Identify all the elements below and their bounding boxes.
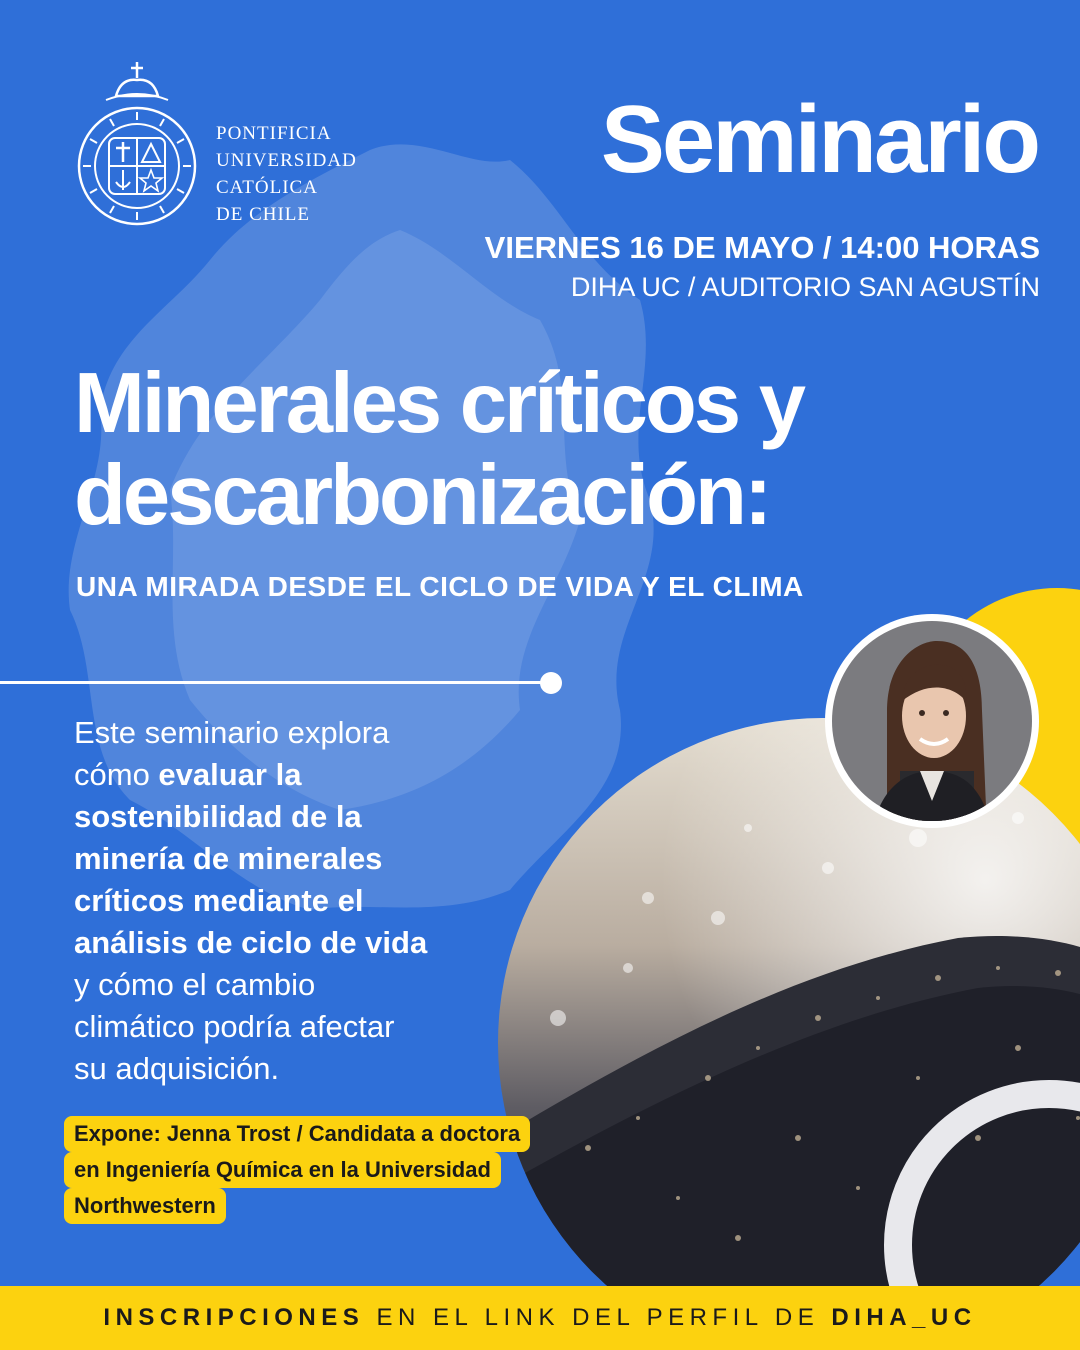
university-name-line: CATÓLICA <box>216 177 318 198</box>
registration-text <box>103 1304 976 1332</box>
registration-handle: DIHA_UC <box>831 1304 977 1331</box>
registration-middle: EN EL LINK DEL PERFIL DE <box>364 1304 832 1331</box>
university-seal-icon <box>76 62 198 234</box>
description-line: y cómo el cambio <box>74 967 316 1002</box>
university-logo <box>76 62 476 242</box>
university-name-line: UNIVERSIDAD <box>216 150 357 171</box>
registration-keyword: INSCRIPCIONES <box>103 1304 365 1331</box>
description-highlight: críticos mediante el <box>74 883 364 918</box>
page-title <box>74 358 803 542</box>
university-name-line: PONTIFICIA <box>216 123 332 144</box>
speaker-avatar <box>825 614 1039 828</box>
event-date: VIERNES 16 DE MAYO / 14:00 HORAS <box>484 230 1040 265</box>
divider-dot <box>540 672 562 694</box>
description-highlight: sostenibilidad de la <box>74 799 362 834</box>
event-venue: DIHA UC / AUDITORIO SAN AGUSTÍN <box>570 272 1040 302</box>
university-name-line: DE CHILE <box>216 204 311 225</box>
registration-banner <box>0 1286 1080 1350</box>
university-name <box>216 120 357 228</box>
description-highlight: minería de minerales <box>74 841 383 876</box>
speaker-info-line: en Ingeniería Química en la Universidad <box>64 1152 501 1188</box>
divider-line <box>0 681 550 684</box>
seminar-heading: Seminario <box>600 86 1038 193</box>
description-line: climático podría afectar <box>74 1009 395 1044</box>
description-highlight: análisis de ciclo de vida <box>74 925 428 960</box>
description-line: Este seminario explora <box>74 715 390 750</box>
speaker-info-line: Northwestern <box>64 1188 226 1224</box>
description-text: cómo <box>74 757 159 792</box>
speaker-portrait-image <box>832 621 1032 821</box>
speaker-info <box>64 1116 530 1224</box>
page-subtitle: UNA MIRADA DESDE EL CICLO DE VIDA Y EL CLIMA <box>76 571 804 602</box>
title-line: descarbonización: <box>74 448 770 543</box>
title-line: Minerales críticos y <box>74 356 803 451</box>
description-highlight: evaluar la <box>158 757 302 792</box>
speaker-info-line: Expone: Jenna Trost / Candidata a doctora <box>64 1116 530 1152</box>
seminar-description <box>74 712 494 1090</box>
description-line: su adquisición. <box>74 1051 280 1086</box>
description-line <box>74 754 494 796</box>
